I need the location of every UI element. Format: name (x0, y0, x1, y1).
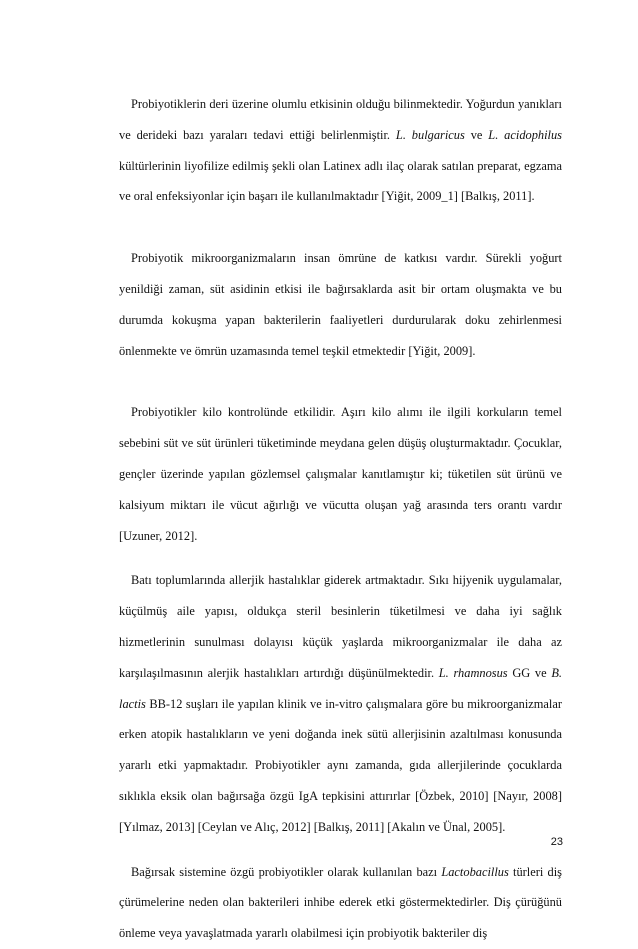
text-run: türleri diş çürümelerine neden olan bakterileri inhibe ederek etki göstermektedirler. Diş çürüğünü önleme veya yavaşlatmada yararlı olabilmesi için probiyotik bakteriler diş (119, 864, 562, 941)
text-run: Probiyotik mikroorganizmaların insan ömrüne de katkısı vardır. Sürekli yoğurt yenildiği zaman, süt asidinin etkisi ile bağırsaklarda asit bir ortam oluşmakta ve bu durumda kokuşma yapan bakterilerin faaliyetleri durdurularak doku zehirlenmesi önlenmekte ve ömrün uzamasında temel teşkil etmektedir [Yiğit, 2009]. (119, 251, 562, 358)
italic-term: L. acidophilus (488, 127, 562, 142)
italic-term: L. bulgaricus (395, 127, 465, 142)
text-run: Probiyotiklerin deri üzerine olumlu etkisinin olduğu bilinmektedir. Yoğurdun yanıkları ve derideki bazı yaraları tedavi ettiği belirlenmiştir. (119, 97, 562, 142)
text-run: BB-12 suşları ile yapılan klinik ve in-vitro çalışmalara göre bu mikroorganizmalar erken atopik hastalıkların ve yeni doğanda inek sütü allerjisinin azaltılması konusunda yararlı etki yapmaktadır. Probiyotikler aynı zamanda, gıda allerjilerinde çocuklarda sıklıkla eksik olan bağırsağa özgü IgA tepkisini attırırlar [Özbek, 2010] [Nayır, 2008] [Yılmaz, 2013] [Ceylan ve Alıç, 2012] [Balkış, 2011] [Akalın ve Ünal, 2005]. (119, 696, 562, 834)
paragraph (119, 397, 562, 551)
paragraph (119, 243, 562, 366)
body-text (119, 89, 562, 949)
text-run: Probiyotikler kilo kontrolünde etkilidir. Aşırı kilo alımı ile ilgili korkuların temel sebebini süt ve süt ürünleri tüketiminde meydana gelen düşüş oluşturmaktadır. Çocuklar, gençler üzerinde yapılan gözlemsel çalışmalar kanıtlamıştır ki; tüketilen süt ürünü ve kalsiyum miktarı ile vücut ağırlığı ve vücutta oluşan yağ arasında ters orantı vardır [Uzuner, 2012]. (119, 405, 562, 543)
page-number: 23 (550, 836, 563, 848)
paragraph (119, 565, 562, 842)
italic-term: B. lactis (119, 665, 562, 711)
text-run: ve (464, 127, 489, 142)
text-run: Bağırsak sistemine özgü probiyotikler olarak kullanılan bazı (131, 864, 442, 879)
paragraph (119, 89, 562, 212)
text-run: Batı toplumlarında allerjik hastalıklar giderek artmaktadır. Sıkı hijyenik uygulamalar, küçülmüş aile yapısı, oldukça steril besinlerin tüketilmesi ve daha iyi sağlık hizmetlerinin sunulması dolayısı küçük yaşlarda mikroorganizmalar ile daha az karşılaşılmasının alerjik hastalıkları artırdığı düşünülmektedir. (119, 573, 562, 680)
text-run: GG ve (507, 665, 552, 680)
italic-term: L. rhamnosus (438, 665, 508, 680)
italic-term: Lactobacillus (441, 864, 509, 879)
text-run: kültürlerinin liyofilize edilmiş şekli olan Latinex adlı ilaç olarak satılan preparat, egzama ve oral enfeksiyonlar için başarı ile kullanılmaktadır [Yiğit, 2009_1] [Balkış, 2011]. (119, 158, 562, 204)
